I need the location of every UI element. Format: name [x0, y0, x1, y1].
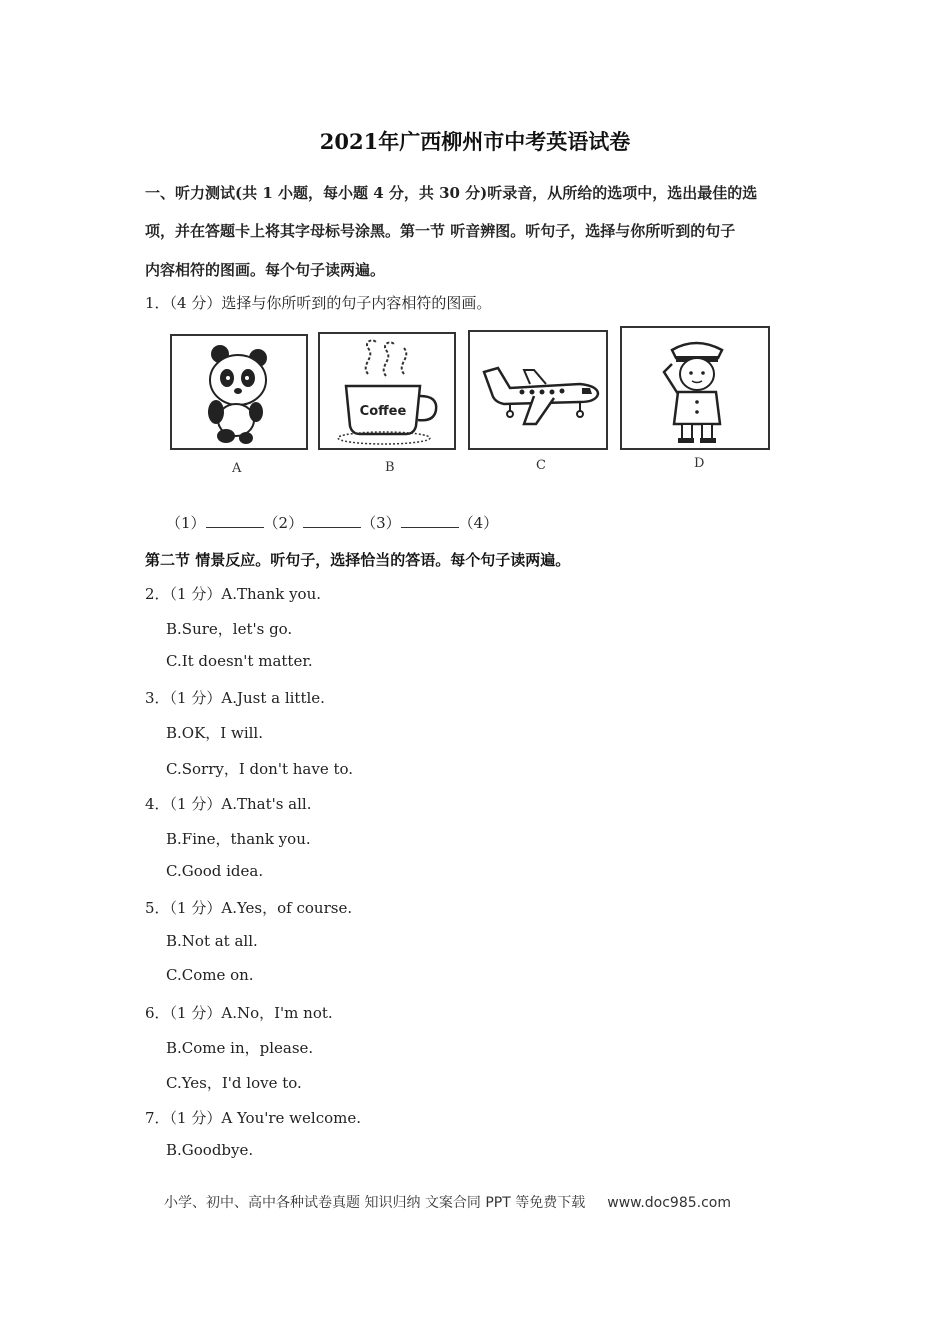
panda-icon	[172, 336, 306, 448]
question-6-stem: 6．（1 分）A.No，I'm not.	[145, 1004, 333, 1022]
blank-label-2: （2）	[263, 514, 304, 532]
coffee-cup-icon	[320, 334, 454, 448]
picture-d	[620, 326, 770, 450]
airplane-icon	[470, 332, 606, 448]
question-4-option-b: B.Fine，thank you.	[166, 830, 311, 848]
question-4-option-c: C.Good idea.	[166, 862, 264, 880]
question-7-option-b: B.Goodbye.	[166, 1141, 254, 1159]
section1-line1: 一、听力测试(共 1 小题，每小题 4 分，共 30 分)听录音，从所给的选项中，选出最佳的选	[145, 184, 758, 202]
question-2-option-c: C.It doesn't matter.	[166, 652, 313, 670]
picture-b	[318, 332, 456, 450]
section1-line2: 项，并在答题卡上将其字母标号涂黑。第一节 听音辨图。听句子，选择与你所听到的句子	[145, 222, 736, 240]
officer-icon	[622, 328, 768, 448]
question-3-stem: 3．（1 分）A.Just a little.	[145, 689, 325, 707]
blank-label-3: （3）	[361, 514, 401, 532]
picture-a	[170, 334, 308, 450]
blank-label-4: （4）	[458, 514, 499, 532]
question-2-option-b: B.Sure，let's go.	[166, 620, 293, 638]
question-1-stem: 1．（4 分）选择与你所听到的句子内容相符的图画。	[145, 294, 492, 312]
picture-a-label: A	[232, 461, 242, 476]
question-4-stem: 4．（1 分）A.That's all.	[145, 795, 312, 813]
answer-blank-1[interactable]	[206, 515, 264, 528]
footer-text: 小学、初中、高中各种试卷真题 知识归纳 文案合同 PPT 等免费下载	[164, 1195, 586, 1211]
question-5-stem: 5．（1 分）A.Yes，of course.	[145, 899, 353, 917]
footer-url[interactable]: www.doc985.com	[607, 1195, 731, 1211]
question-3-option-b: B.OK，I will.	[166, 724, 263, 742]
question-7-stem: 7．（1 分）A You're welcome.	[145, 1109, 361, 1127]
question-5-option-c: C.Come on.	[166, 966, 254, 984]
question-2-stem: 2．（1 分）A.Thank you.	[145, 585, 322, 603]
question-6-option-c: C.Yes，I'd love to.	[166, 1074, 302, 1092]
question-5-option-b: B.Not at all.	[166, 932, 258, 950]
answer-blanks	[166, 512, 498, 533]
picture-c	[468, 330, 608, 450]
section1-line3: 内容相符的图画。每个句子读两遍。	[145, 261, 386, 279]
picture-d-label: D	[694, 456, 705, 471]
answer-blank-2[interactable]	[303, 515, 361, 528]
page-title: 2021年广西柳州市中考英语试卷	[319, 129, 631, 154]
section2-heading: 第二节 情景反应。听句子，选择恰当的答语。每个句子读两遍。	[145, 551, 571, 569]
picture-c-label: C	[536, 458, 546, 473]
picture-b-label: B	[385, 460, 395, 475]
question-3-option-c: C.Sorry，I don't have to.	[166, 760, 354, 778]
coffee-label: Coffee	[359, 404, 407, 419]
blank-label-1: （1）	[166, 514, 206, 532]
picture-options	[166, 326, 776, 476]
answer-blank-3[interactable]	[401, 515, 459, 528]
question-6-option-b: B.Come in，please.	[166, 1039, 314, 1057]
page-footer	[164, 1192, 731, 1212]
